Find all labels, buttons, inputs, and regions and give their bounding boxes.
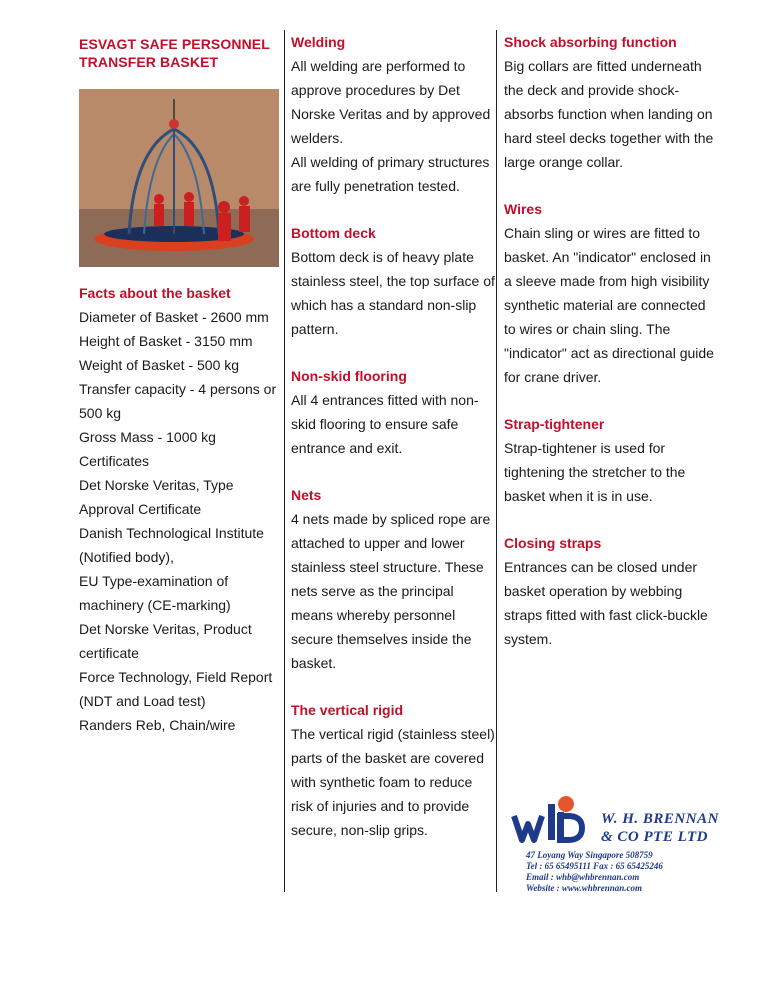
fact-item: EU Type-examination of machinery (CE-marking) [79,573,231,613]
column-divider-1 [284,30,285,892]
fact-item: Force Technology, Field Report (NDT and Load test) [79,669,273,709]
section-heading-shock-absorbing: Shock absorbing function [504,34,677,50]
section-heading-wires: Wires [504,201,543,217]
company-name-line2: & CO PTE LTD [601,829,708,845]
section-heading-strap-tightener: Strap-tightener [504,416,605,432]
section-heading-nets: Nets [291,487,322,503]
section-text: Bottom deck is of heavy plate stainless steel, the top surface of which has a standard non-slip pattern. [291,249,495,337]
section-text: Strap-tightener is used for tightening the stretcher to the basket when it is in use. [504,440,686,504]
section-text: 4 nets made by spliced rope are attached to upper and lower stainless steel structure. These nets serve as the principal means whereby personnel secure themselves inside the basket. [291,511,491,671]
facts-heading: Facts about the basket [79,285,231,301]
section-text: The vertical rigid (stainless steel) parts of the basket are covered with synthetic foam to reduce risk of injuries and to provide secure, non-slip grips. [291,726,495,838]
section-heading-non-skid-flooring: Non-skid flooring [291,368,407,384]
fact-item: Height of Basket - 3150 mm [79,333,253,349]
section-text: All welding of primary structures are fully penetration tested. [291,154,490,194]
basket-illustration [79,89,279,267]
fact-item: Det Norske Veritas, Product certificate [79,621,252,661]
section-text: Chain sling or wires are fitted to basket. An "indicator" enclosed in a sleeve made from high visibility synthetic material are connected to wires or chain sling. The "indicator" act as directional guide for crane driver. [504,225,714,385]
column-2 [291,30,496,842]
fact-item: Certificates [79,453,150,469]
document-title: ESVAGT SAFE PERSONNEL TRANSFER BASKET [79,36,270,70]
column-divider-2 [496,30,497,892]
fact-item: Danish Technological Institute (Notified body), [79,525,264,565]
basket-photo [79,89,279,267]
company-website: Website : www.whbrennan.com [526,883,643,893]
section-text: All 4 entrances fitted with non-skid flooring to ensure safe entrance and exit. [291,392,479,456]
column-1 [79,30,279,737]
section-text: Big collars are fitted underneath the deck and provide shock-absorbs function when landing on hard steel decks together with the large orange collar. [504,58,714,170]
fact-item: Weight of Basket - 500 kg [79,357,240,373]
fact-item: Gross Mass - 1000 kg [79,429,216,445]
company-email: Email : whb@whbrennan.com [526,872,640,882]
section-heading-closing-straps: Closing straps [504,535,602,551]
company-contact [526,850,663,894]
company-name-line1: W. H. BRENNAN [601,811,719,827]
company-address: 47 Loyang Way Singapore 508759 [526,850,653,860]
whb-logo-mark-icon [510,794,600,850]
fact-item: Diameter of Basket - 2600 mm [79,309,269,325]
column-3 [504,30,714,651]
section-heading-welding: Welding [291,34,346,50]
section-heading-vertical-rigid: The vertical rigid [291,702,404,718]
company-tel-fax: Tel : 65 65495111 Fax : 65 65425246 [526,861,663,871]
section-text: All welding are performed to approve procedures by Det Norske Veritas and by approved welders. [291,58,491,146]
section-text: Entrances can be closed under basket operation by webbing straps fitted with fast click-buckle system. [504,559,708,647]
section-heading-bottom-deck: Bottom deck [291,225,376,241]
fact-item: Det Norske Veritas, Type Approval Certificate [79,477,234,517]
company-name [601,810,719,846]
fact-item: Transfer capacity - 4 persons or 500 kg [79,381,277,421]
fact-item: Randers Reb, Chain/wire [79,717,236,733]
company-logo [510,794,730,904]
